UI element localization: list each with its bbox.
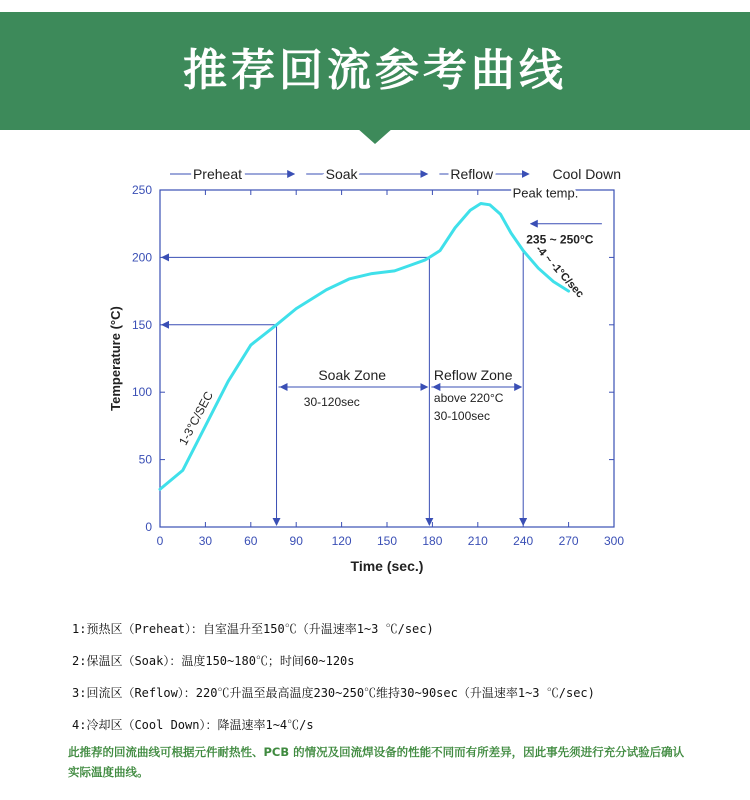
reflow-time-label: 30-100sec <box>433 409 490 423</box>
footer-note: 此推荐的回流曲线可根据元件耐热性、PCB 的情况及回流焊设备的性能不同而有所差异，因此事先须进行充分试验后确认实际温度曲线。 <box>68 745 685 779</box>
note-reflow: 3:回流区（Reflow）：220℃升温至最高温度230~250℃维持30~90sec（升温速率1~3 ℃/sec) <box>72 686 595 700</box>
y-tick-label: 200 <box>131 250 152 265</box>
x-tick-label: 60 <box>244 534 258 548</box>
reflow-profile-chart <box>0 150 750 590</box>
ramp-up-label: 1-3°C/SEC <box>176 389 216 448</box>
x-tick-label: 180 <box>422 534 443 548</box>
banner-notch <box>357 128 393 144</box>
note-preheat: 1:预热区（Preheat）：自室温升至150℃（升温速率1~3 ℃/sec) <box>72 622 434 636</box>
y-tick-label: 50 <box>138 452 152 467</box>
x-tick-label: 270 <box>558 534 579 548</box>
x-tick-label: 120 <box>331 534 352 548</box>
soak-time-label: 30-120sec <box>303 395 360 409</box>
page-title: 推荐回流参考曲线 <box>183 45 567 96</box>
note-cooldown: 4:冷却区（Cool Down）：降温速率1~4℃/s <box>72 718 314 732</box>
x-tick-label: 30 <box>198 534 213 548</box>
x-tick-label: 300 <box>603 534 625 548</box>
x-tick-label: 90 <box>289 534 303 548</box>
reflow-condition-label: above 220°C <box>433 391 504 405</box>
title-banner <box>0 12 750 130</box>
peak-temp-label: Peak temp. <box>512 185 579 201</box>
soak-zone-label: Soak Zone <box>318 367 387 383</box>
y-tick-label: 0 <box>145 520 152 534</box>
reflow-zone-label: Reflow Zone <box>433 367 513 383</box>
x-tick-label: 150 <box>376 534 398 548</box>
peak-range-label: 235 ~ 250°C <box>526 232 594 247</box>
x-tick-label: 210 <box>467 534 488 548</box>
x-tick-label: 240 <box>513 534 534 548</box>
x-axis-title: Time (sec.) <box>350 558 424 574</box>
phase-label-cool-down: Cool Down <box>552 166 622 182</box>
ramp-down-label: -4 ~ -1°C/sec <box>533 243 587 301</box>
y-axis-title: Temperature (°C) <box>108 306 123 411</box>
phase-label-preheat: Preheat <box>192 166 243 182</box>
y-tick-label: 100 <box>131 385 152 400</box>
temperature-curve <box>160 203 569 489</box>
note-soak: 2:保温区（Soak）：温度150~180℃；时间60~120s <box>72 654 355 668</box>
phase-label-soak: Soak <box>325 166 358 182</box>
phase-label-reflow: Reflow <box>450 166 494 182</box>
y-tick-label: 250 <box>131 183 152 197</box>
y-tick-label: 150 <box>131 317 152 332</box>
x-tick-label: 0 <box>156 534 164 548</box>
